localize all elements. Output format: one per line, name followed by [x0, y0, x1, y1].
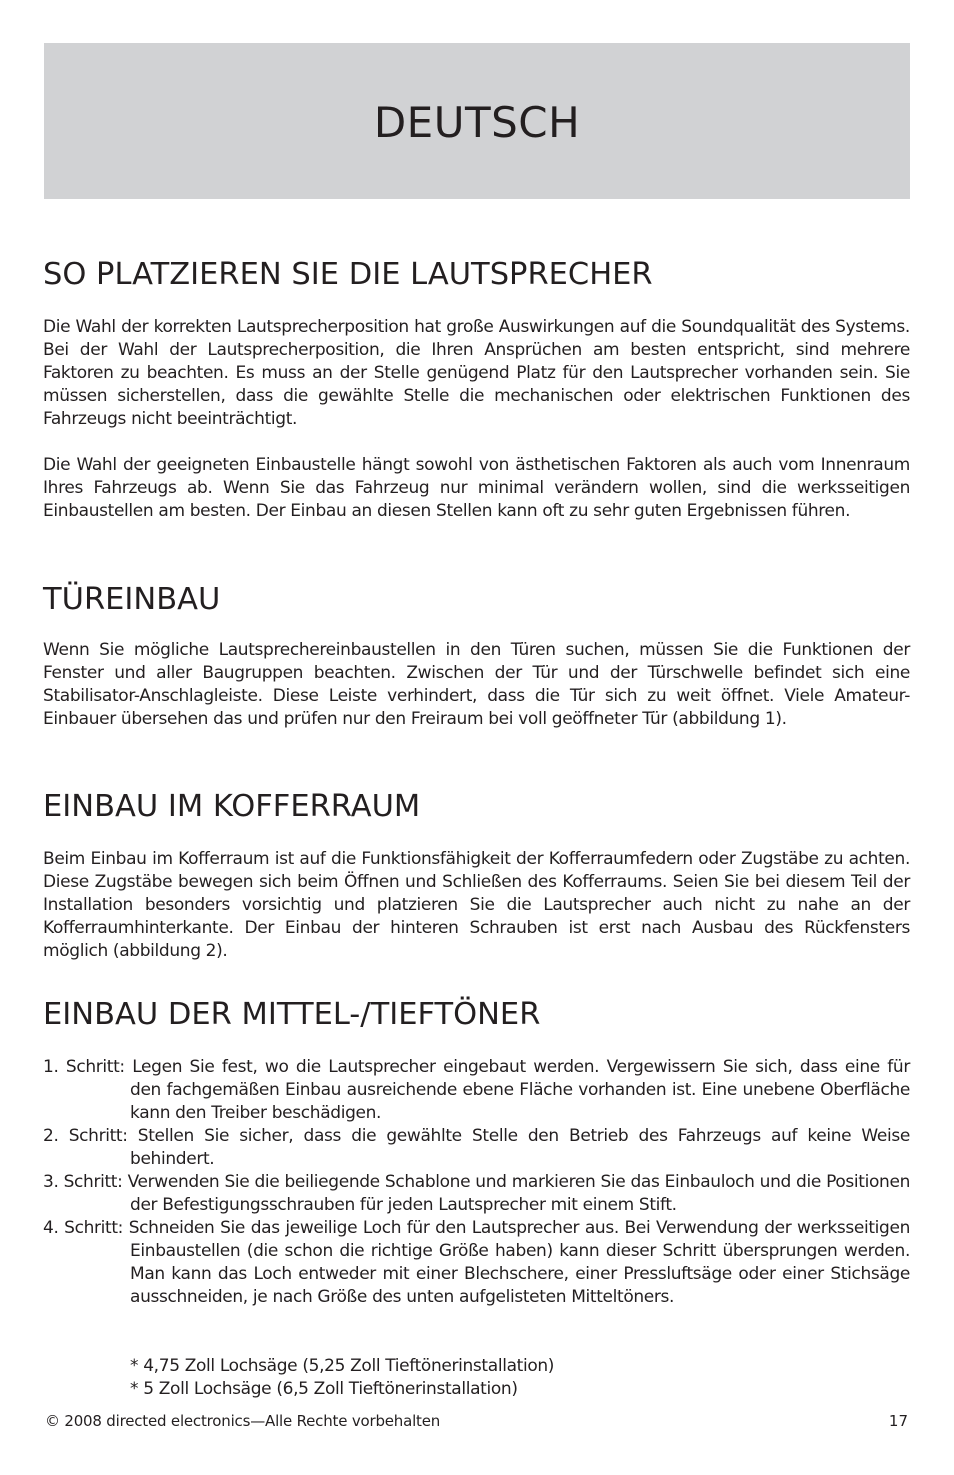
section-heading-placement: SO PLATZIEREN SIE DIE LAUTSPRECHER [43, 257, 653, 292]
page-number: 17 [888, 1412, 908, 1430]
note-item: * 5 Zoll Lochsäge (6,5 Zoll Tieftönerinstallation) [130, 1379, 518, 1399]
step-item: 1. Schritt: Legen Sie fest, wo die Lautsprecher eingebaut werden. Vergewissern Sie sich, dass eine für den fachgemäßen Einbau ausreichende ebene Fläche vorhanden ist. Eine unebene Oberfläche kann den Treiber beschädigen. [43, 1057, 910, 1123]
paragraph-placement-1: Die Wahl der korrekten Lautsprecherposition hat große Auswirkungen auf die Soundqualität des Systems. Bei der Wahl der Lautsprecherposition, die Ihren Ansprüchen am besten entspricht, sind mehrere Faktoren zu beachten. Es muss an der Stelle genügend Platz für den Lautsprecher vorhanden sein. Sie müssen sicherstellen, dass die gewählte Stelle die mechanischen oder elektrischen Funktionen des Fahrzeugs nicht beeinträchtigt. [43, 317, 910, 429]
paragraph-placement-2: Die Wahl der geeigneten Einbaustelle hängt sowohl von ästhetischen Faktoren als auch vom Innenraum Ihres Fahrzeugs ab. Wenn Sie das Fahrzeug nur minimal verändern wollen, sind die werksseitigen Einbaustellen am besten. Der Einbau an diesen Stellen kann oft zu sehr guten Ergebnissen führen. [43, 455, 910, 521]
step-item: 4. Schritt: Schneiden Sie das jeweilige Loch für den Lautsprecher aus. Bei Verwendung der werksseitigen Einbaustellen (die schon die richtige Größe haben) kann dieser Schritt übersprungen werden. Man kann das Loch entweder mit einer Blechschere, einer Pressluftsäge oder einer Stichsäge ausschneiden, je nach Größe des unten aufgelisteten Mitteltöners. [43, 1218, 910, 1307]
paragraph-door: Wenn Sie mögliche Lautsprechereinbaustellen in den Türen suchen, müssen Sie die Funktionen der Fenster und aller Baugruppen beachten. Zwischen der Tür und der Türschwelle befindet sich eine Stabilisator-Anschlagleiste. Diese Leiste verhindert, dass die Tür sich zu weit öffnet. Viele Amateur-Einbauer übersehen das und prüfen nur den Freiraum bei voll geöffneter Tür (abbildung 1). [43, 640, 910, 729]
note-item: * 4,75 Zoll Lochsäge (5,25 Zoll Tieftönerinstallation) [130, 1356, 555, 1376]
paragraph-trunk: Beim Einbau im Kofferraum ist auf die Funktionsfähigkeit der Kofferraumfedern oder Zugstäbe zu achten. Diese Zugstäbe bewegen sich beim Öffnen und Schließen des Kofferraums. Seien Sie bei diesem Teil der Installation besonders vorsichtig und platzieren Sie die Lautsprecher auch nicht zu nahe an der Kofferraumhinterkante. Der Einbau der hinteren Schrauben ist erst nach Ausbau des Rückfensters möglich (abbildung 2). [43, 849, 910, 961]
section-heading-woofer: EINBAU DER MITTEL-/TIEFTÖNER [43, 997, 541, 1032]
step-item: 2. Schritt: Stellen Sie sicher, dass die gewählte Stelle den Betrieb des Fahrzeugs auf keine Weise behindert. [43, 1126, 910, 1169]
language-banner [44, 43, 910, 199]
step-list [43, 1056, 910, 1309]
copyright-footer: © 2008 directed electronics—Alle Rechte vorbehalten [45, 1412, 441, 1430]
section-heading-trunk: EINBAU IM KOFFERRAUM [43, 789, 421, 824]
step-item: 3. Schritt: Verwenden Sie die beiliegende Schablone und markieren Sie das Einbauloch und die Positionen der Befestigungsschrauben für jeden Lautsprecher mit einem Stift. [43, 1172, 910, 1215]
banner-title: DEUTSCH [373, 97, 581, 147]
section-heading-door: TÜREINBAU [43, 582, 221, 617]
hole-saw-notes [130, 1355, 554, 1401]
